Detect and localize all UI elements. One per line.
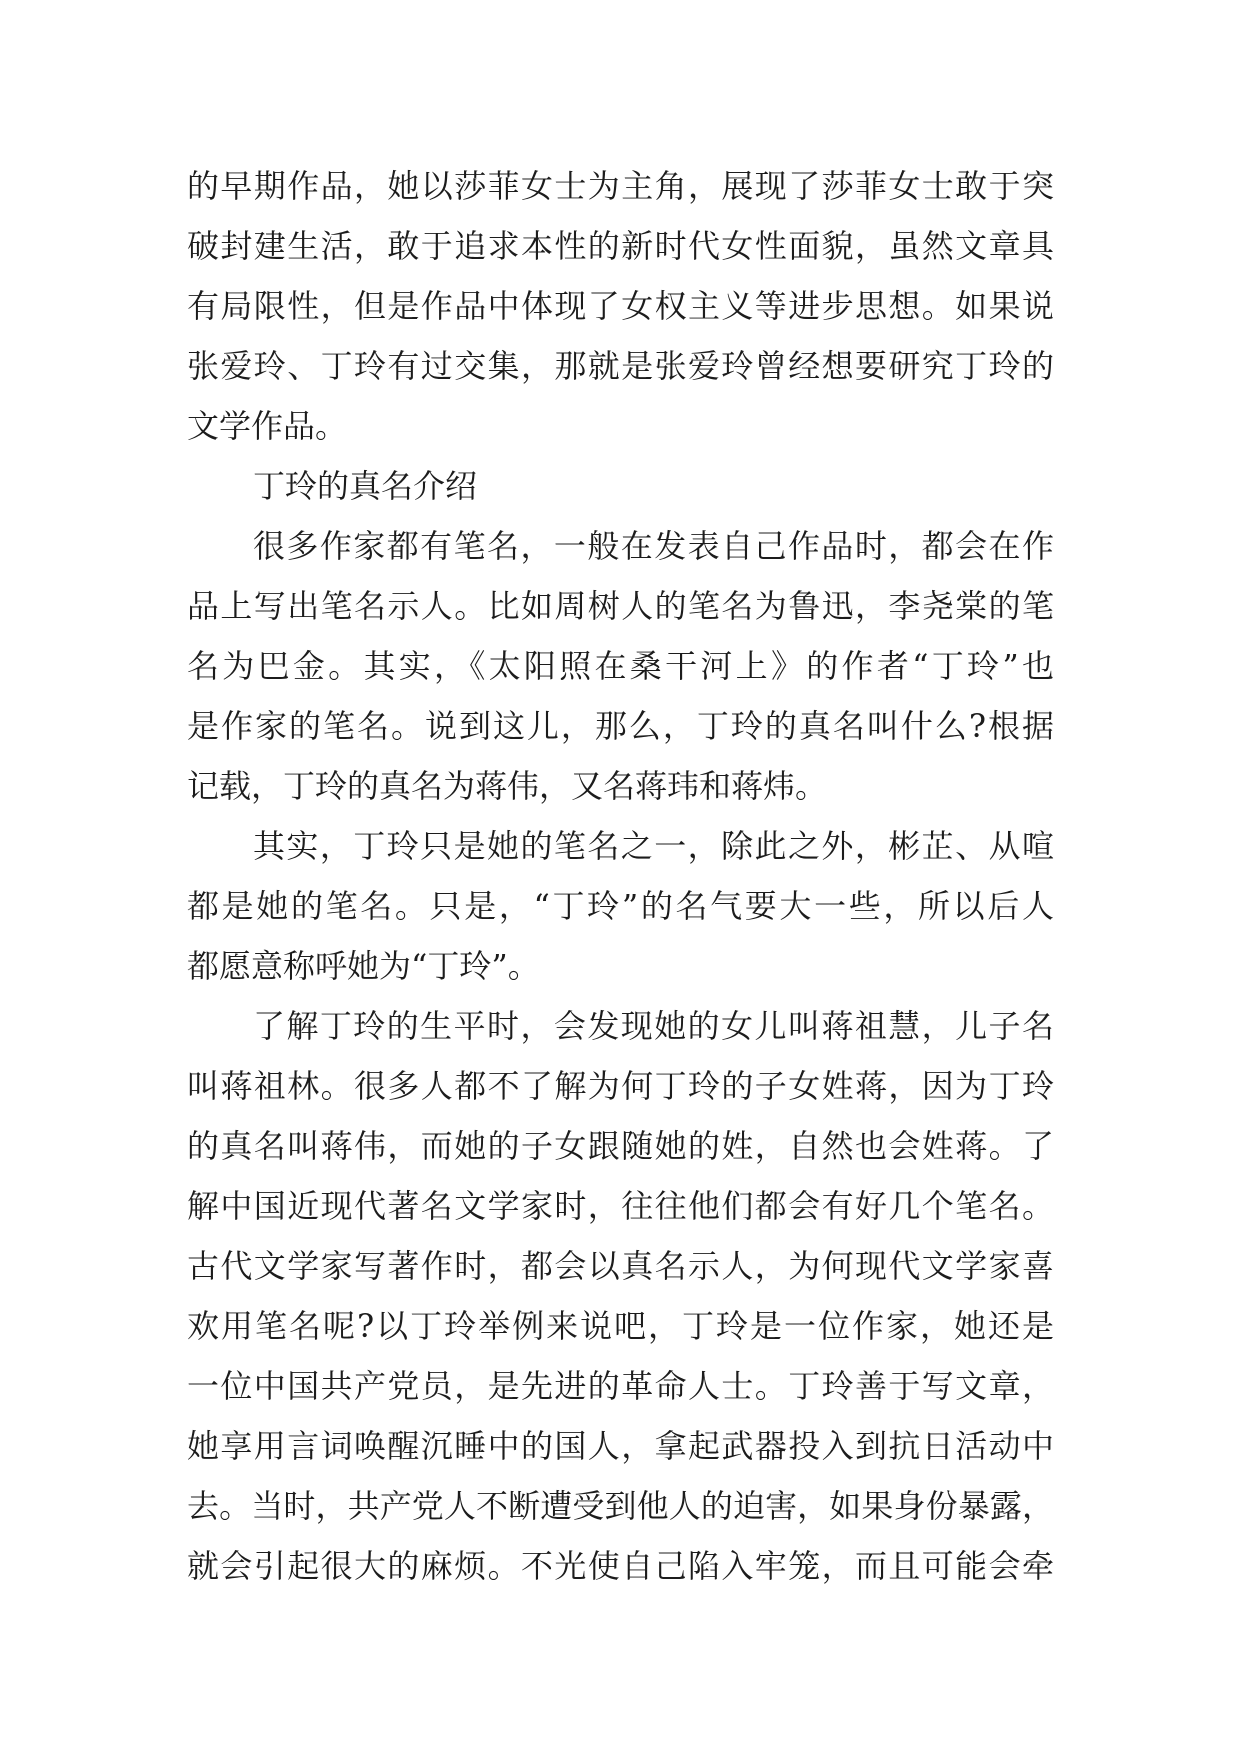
text-line: 有局限性，但是作品中体现了女权主义等进步思想。如果说 — [187, 287, 1054, 325]
text-line: 记载，丁玲的真名为蒋伟，又名蒋玮和蒋炜。 — [187, 767, 828, 805]
section-heading — [187, 456, 1054, 516]
section-heading-text: 丁玲的真名介绍 — [253, 467, 478, 505]
text-line: 其实，丁玲只是她的笔名之一，除此之外，彬芷、从喧 — [253, 827, 1054, 865]
text-line: 欢用笔名呢?以丁玲举例来说吧，丁玲是一位作家，她还是 — [187, 1307, 1054, 1345]
text-line: 解中国近现代著名文学家时，往往他们都会有好几个笔名。 — [187, 1187, 1054, 1225]
text-line: 都是她的笔名。只是，“丁玲”的名气要大一些，所以后人 — [187, 887, 1054, 925]
text-line: 都愿意称呼她为“丁玲”。 — [187, 947, 540, 985]
body-paragraph — [187, 816, 1054, 996]
text-line: 张爱玲、丁玲有过交集，那就是张爱玲曾经想要研究丁玲的 — [187, 347, 1054, 385]
text-line: 破封建生活，敢于追求本性的新时代女性面貌，虽然文章具 — [187, 227, 1054, 265]
text-line: 古代文学家写著作时，都会以真名示人，为何现代文学家喜 — [187, 1247, 1054, 1285]
text-line: 名为巴金。其实，《太阳照在桑干河上》的作者“丁玲”也 — [187, 647, 1054, 685]
text-line: 了解丁玲的生平时，会发现她的女儿叫蒋祖慧，儿子名 — [253, 1007, 1054, 1045]
document-body — [187, 156, 1054, 1596]
body-paragraph — [187, 516, 1054, 816]
text-line: 她享用言词唤醒沉睡中的国人，拿起武器投入到抗日活动中 — [187, 1427, 1054, 1465]
text-line: 品上写出笔名示人。比如周树人的笔名为鲁迅，李尧棠的笔 — [187, 587, 1054, 625]
text-line: 是作家的笔名。说到这儿，那么，丁玲的真名叫什么?根据 — [187, 707, 1054, 745]
text-line: 叫蒋祖林。很多人都不了解为何丁玲的子女姓蒋，因为丁玲 — [187, 1067, 1054, 1105]
body-paragraph — [187, 996, 1054, 1596]
text-line: 文学作品。 — [187, 407, 348, 445]
text-line: 一位中国共产党员，是先进的革命人士。丁玲善于写文章， — [187, 1367, 1054, 1405]
text-line: 的早期作品，她以莎菲女士为主角，展现了莎菲女士敢于突 — [187, 167, 1054, 205]
text-line: 的真名叫蒋伟，而她的子女跟随她的姓，自然也会姓蒋。了 — [187, 1127, 1054, 1165]
text-line: 去。当时，共产党人不断遭受到他人的迫害，如果身份暴露， — [187, 1487, 1054, 1525]
text-line: 就会引起很大的麻烦。不光使自己陷入牢笼，而且可能会牵 — [187, 1547, 1054, 1585]
body-paragraph — [187, 156, 1054, 456]
text-line: 很多作家都有笔名，一般在发表自己作品时，都会在作 — [253, 527, 1054, 565]
